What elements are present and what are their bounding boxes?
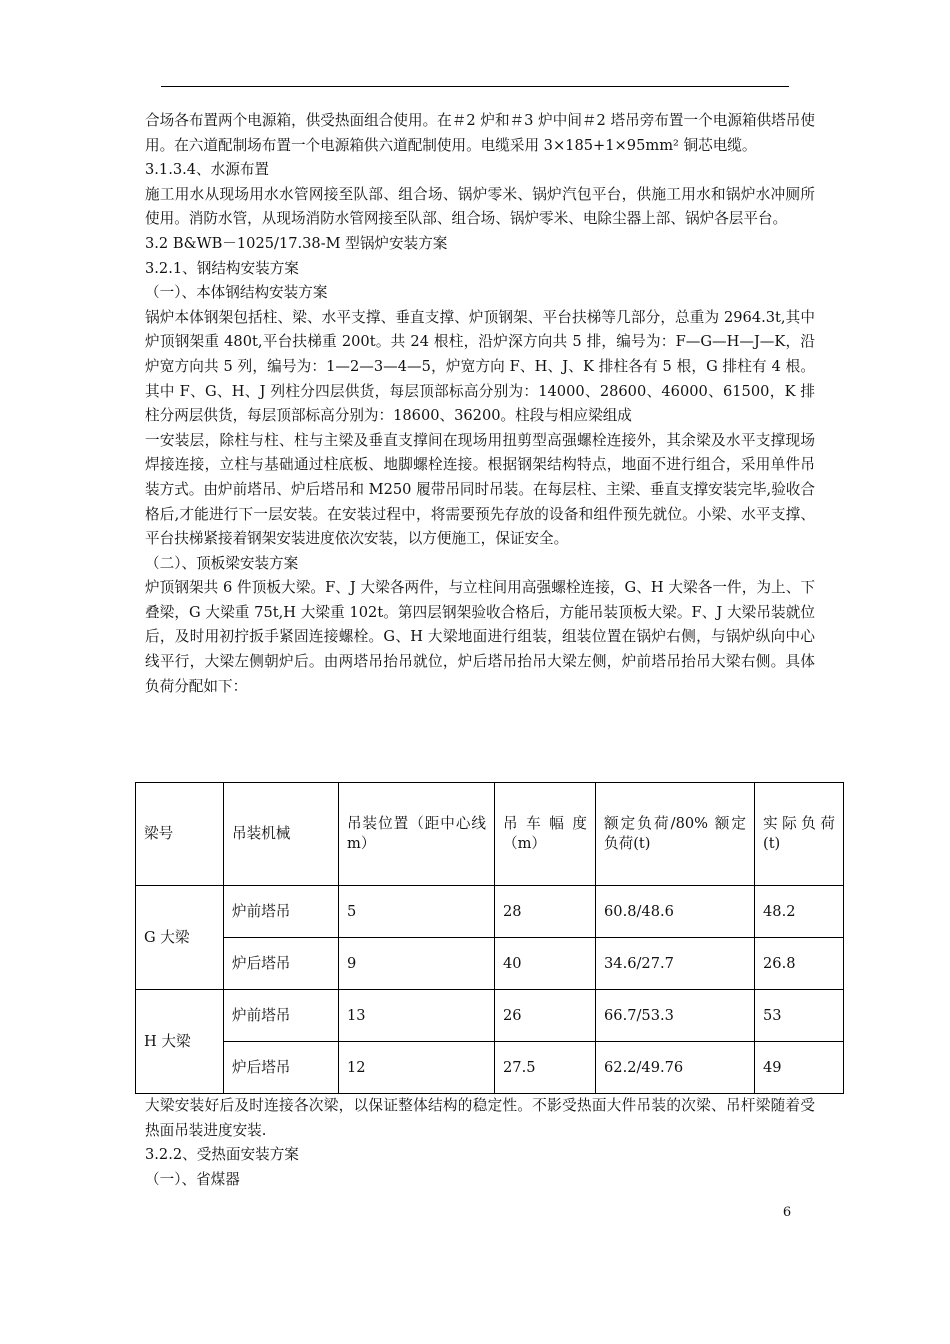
- actual-load-cell: 48.2: [755, 886, 844, 938]
- paragraph-roof-beam: 炉顶钢架共 6 件顶板大梁。F、J 大梁各两件，与立柱间用高强螺栓连接，G、H 大梁各一件，为上、下叠梁，G 大梁重 75t,H 大梁重 102t。第四层钢架验收合格后，方能吊装顶板大梁。F、J 大梁吊装就位后，及时用初拧扳手紧固连接螺栓。G、H 大梁地面进行组装，组装位置在锅炉右侧，与锅炉纵向中心线平行，大梁左侧朝炉后。由两塔吊抬吊就位，炉后塔吊抬吊大梁左侧，炉前塔吊抬吊大梁右侧。具体负荷分配如下：: [145, 579, 815, 695]
- rated-load-cell: 66.7/53.3: [596, 990, 755, 1042]
- radius-cell: 26: [495, 990, 596, 1042]
- radius-cell: 28: [495, 886, 596, 938]
- paragraph-power-supply: 合场各布置两个电源箱，供受热面组合使用。在＃2 炉和＃3 炉中间＃2 塔吊旁布置一个电源箱供塔吊使用。在六道配制场布置一个电源箱供六道配制使用。电缆采用 3×185+1×95mm² 铜芯电缆。: [145, 112, 815, 154]
- position-cell: 12: [339, 1042, 495, 1094]
- beam-name-cell: G 大梁: [136, 886, 224, 990]
- radius-cell: 27.5: [495, 1042, 596, 1094]
- document-body: [145, 109, 815, 699]
- paragraph-water-supply: 施工用水从现场用水水管网接至队部、组合场、锅炉零米、锅炉汽包平台，供施工用水和锅炉水冲厕所使用。消防水管，从现场消防水管网接至队部、组合场、锅炉零米、电除尘器上部、锅炉各层平台。: [145, 185, 815, 228]
- heading-roof-beam: （二）、顶板梁安装方案: [145, 554, 299, 572]
- header-rated-load: 额定负荷/80% 额定负荷(t): [596, 783, 755, 886]
- table-row: [136, 1042, 844, 1094]
- actual-load-cell: 26.8: [755, 938, 844, 990]
- heading-boiler-plan: 3.2 B&WB－1025/17.38-M 型锅炉安装方案: [145, 234, 448, 252]
- crane-cell: 炉后塔吊: [224, 1042, 339, 1094]
- header-rule: [161, 86, 789, 87]
- beam-name-cell: H 大梁: [136, 990, 224, 1094]
- heading-water-supply: 3.1.3.4、水源布置: [145, 161, 270, 179]
- table-header-row: [136, 783, 844, 886]
- rated-load-cell: 34.6/27.7: [596, 938, 755, 990]
- heading-steel-structure: 3.2.1、钢结构安装方案: [145, 259, 299, 277]
- actual-load-cell: 49: [755, 1042, 844, 1094]
- position-cell: 9: [339, 938, 495, 990]
- table-row: [136, 990, 844, 1042]
- crane-cell: 炉前塔吊: [224, 990, 339, 1042]
- table-row: [136, 886, 844, 938]
- header-crane: 吊装机械: [224, 783, 339, 886]
- page-number: 6: [782, 1205, 792, 1220]
- radius-cell: 40: [495, 938, 596, 990]
- rated-load-cell: 62.2/49.76: [596, 1042, 755, 1094]
- paragraph-secondary-beams: 大梁安装好后及时连接各次梁，以保证整体结构的稳定性。不影受热面大件吊装的次梁、吊杆梁随着受热面吊装进度安装.: [145, 1097, 815, 1139]
- heading-economizer: （一）、省煤器: [145, 1170, 240, 1188]
- position-cell: 5: [339, 886, 495, 938]
- crane-cell: 炉后塔吊: [224, 938, 339, 990]
- header-position: 吊装位置（距中心线 m）: [339, 783, 495, 886]
- header-actual-load: 实际负荷(t): [755, 783, 844, 886]
- heading-heating-surface: 3.2.2、受热面安装方案: [145, 1146, 299, 1164]
- table-row: [136, 938, 844, 990]
- header-radius: 吊车幅度（m）: [495, 783, 596, 886]
- document-body-continued: [145, 1094, 815, 1192]
- actual-load-cell: 53: [755, 990, 844, 1042]
- load-distribution-table: [135, 782, 844, 1094]
- header-beam-no: 梁号: [136, 783, 224, 886]
- crane-cell: 炉前塔吊: [224, 886, 339, 938]
- position-cell: 13: [339, 990, 495, 1042]
- paragraph-steel-frame: 锅炉本体钢架包括柱、梁、水平支撑、垂直支撑、炉顶钢架、平台扶梯等几部分，总重为 2964.3t,其中炉顶钢架重 480t,平台扶梯重 200t。共 24 根柱，沿炉深方向共 5 排，编号为：F—G—H—J—K，沿炉宽方向共 5 列，编号为：1—2—3—4—5，炉宽方向 F、H、J、K 排柱各有 5 根，G 排柱有 4 根。其中 F、G、H、J 列柱分四层供货，每层顶部标高分别为：14000、28600、46000、61500，K 排柱分两层供货，每层顶部标高分别为：18600、36200。柱段与相应梁组成: [145, 308, 815, 425]
- rated-load-cell: 60.8/48.6: [596, 886, 755, 938]
- heading-main-steel: （一）、本体钢结构安装方案: [145, 284, 328, 302]
- paragraph-install-layer: 一安装层，除柱与柱、柱与主梁及垂直支撑间在现场用扭剪型高强螺栓连接外，其余梁及水平支撑现场焊接连接，立柱与基础通过柱底板、地脚螺栓连接。根据钢架结构特点，地面不进行组合，采用单件吊装方式。由炉前塔吊、炉后塔吊和 M250 履带吊同时吊装。在每层柱、主梁、垂直支撑安装完毕,验收合格后,才能进行下一层安装。在安装过程中，将需要预先存放的设备和组件预先就位。小梁、水平支撑、平台扶梯紧接着钢架安装进度依次安装，以方便施工，保证安全。: [145, 431, 815, 548]
